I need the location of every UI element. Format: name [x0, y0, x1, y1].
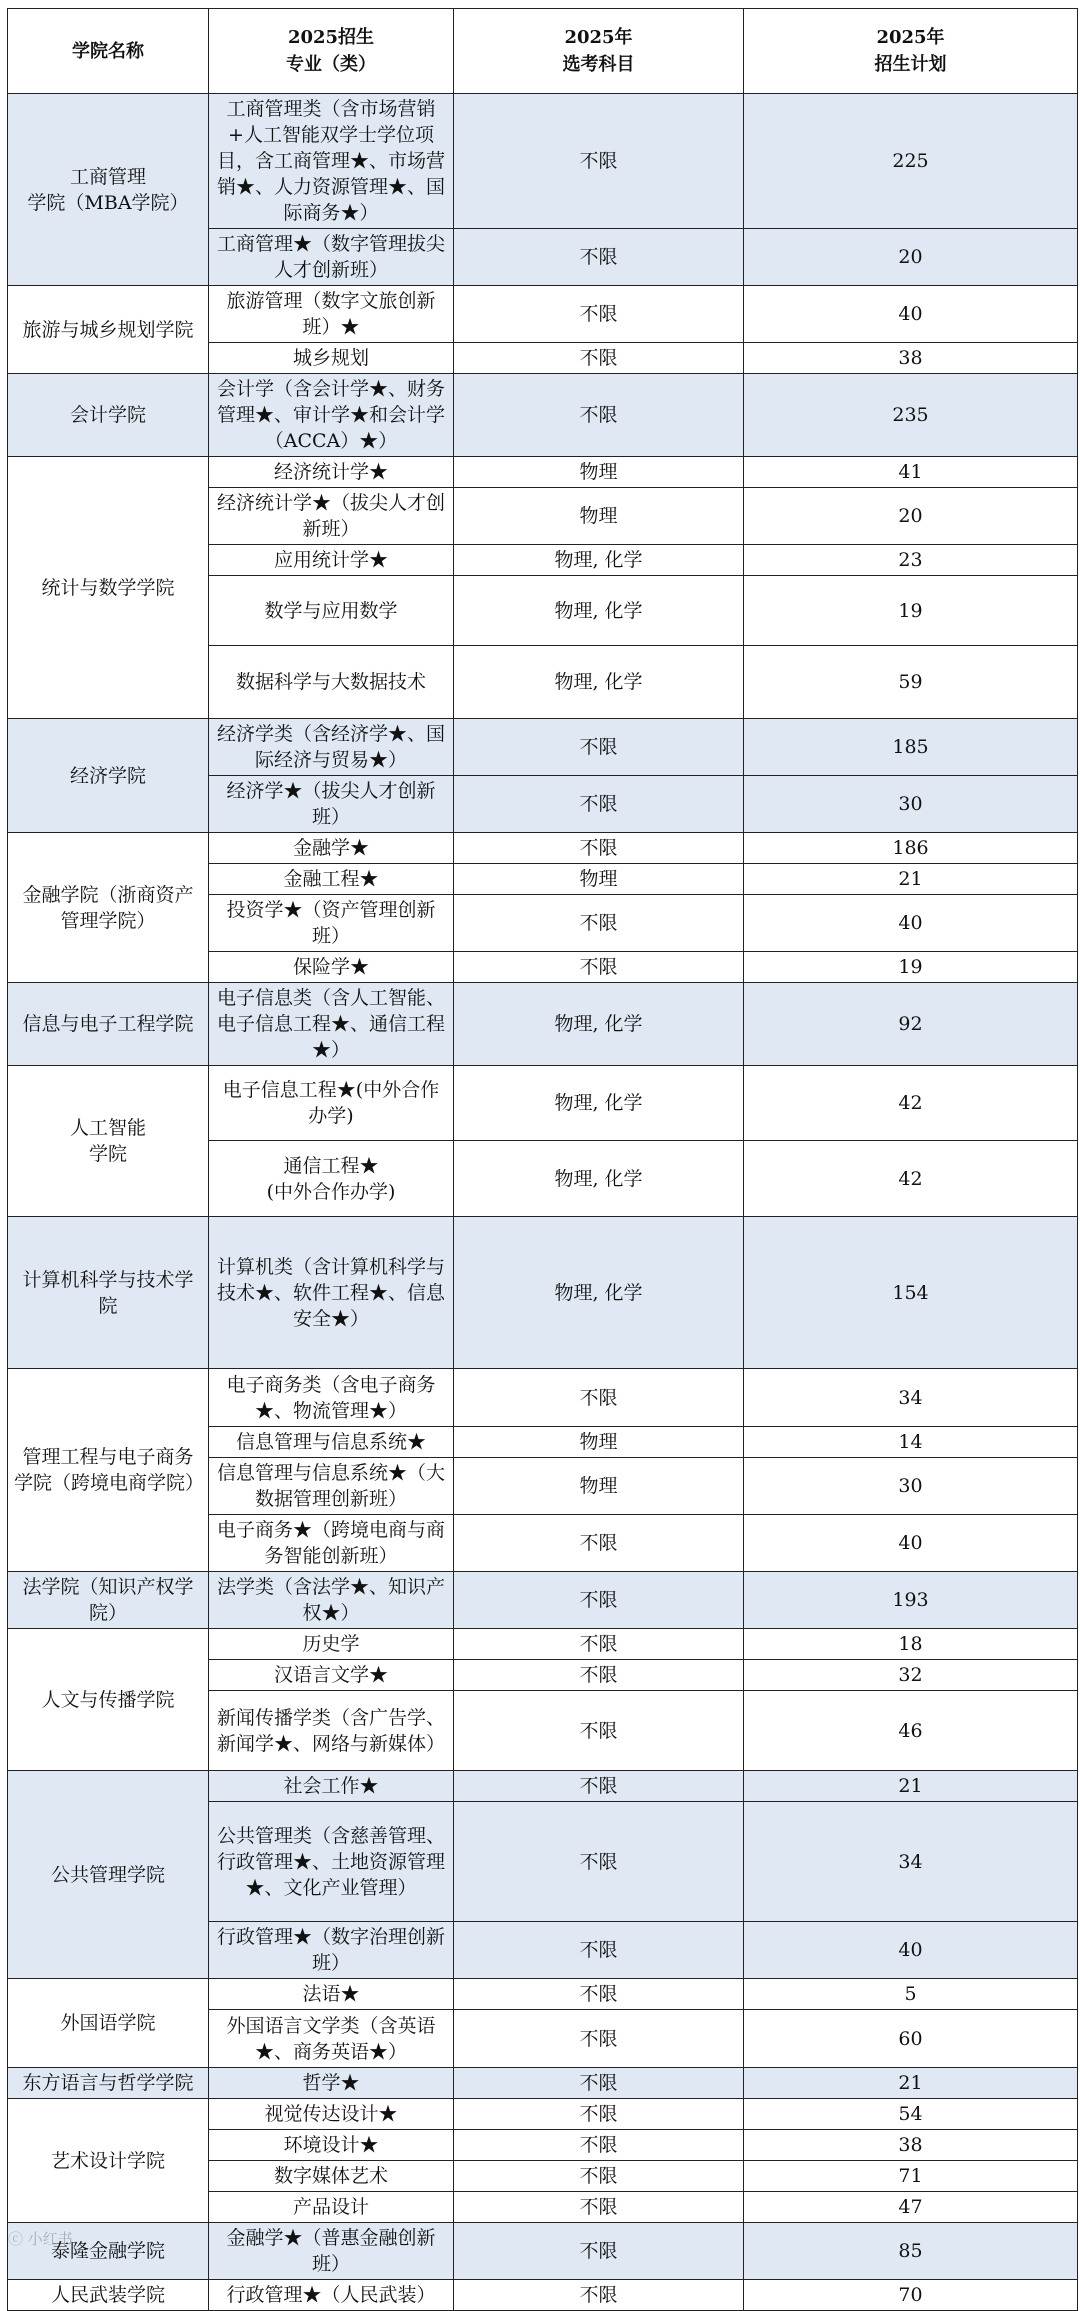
plan-cell: 19 [744, 952, 1078, 983]
subject-cell: 不限 [454, 833, 744, 864]
table-row [8, 983, 1078, 1066]
major-cell: 行政管理★（数字治理创新班） [209, 1922, 454, 1979]
major-cell: 经济学类（含经济学★、国际经济与贸易★） [209, 719, 454, 776]
college-cell: 计算机科学与技术学院 [8, 1217, 209, 1369]
subject-cell: 不限 [454, 1922, 744, 1979]
college-cell: 法学院（知识产权学院） [8, 1572, 209, 1629]
major-cell: 哲学★ [209, 2068, 454, 2099]
subject-cell: 不限 [454, 2099, 744, 2130]
plan-cell: 85 [744, 2223, 1078, 2280]
table-row [8, 1979, 1078, 2010]
plan-cell: 21 [744, 1771, 1078, 1802]
major-cell: 通信工程★ (中外合作办学) [209, 1141, 454, 1217]
table-row [8, 2068, 1078, 2099]
major-cell: 数字媒体艺术 [209, 2161, 454, 2192]
plan-cell: 42 [744, 1066, 1078, 1141]
plan-cell: 21 [744, 2068, 1078, 2099]
subject-cell: 物理, 化学 [454, 646, 744, 719]
plan-cell: 30 [744, 776, 1078, 833]
table-row [8, 1629, 1078, 1660]
major-cell: 经济统计学★ [209, 457, 454, 488]
major-cell: 电子信息工程★(中外合作办学) [209, 1066, 454, 1141]
table-header-row [8, 9, 1078, 94]
subject-cell: 不限 [454, 1629, 744, 1660]
subject-cell: 不限 [454, 374, 744, 457]
major-cell: 金融学★ [209, 833, 454, 864]
major-cell: 投资学★（资产管理创新班） [209, 895, 454, 952]
plan-cell: 40 [744, 1922, 1078, 1979]
subject-cell: 不限 [454, 776, 744, 833]
college-cell: 工商管理 学院（MBA学院） [8, 94, 209, 286]
plan-cell: 34 [744, 1802, 1078, 1922]
plan-cell: 38 [744, 2130, 1078, 2161]
college-cell: 人工智能 学院 [8, 1066, 209, 1217]
major-cell: 行政管理★（人民武装） [209, 2280, 454, 2311]
subject-cell: 不限 [454, 2161, 744, 2192]
major-cell: 金融工程★ [209, 864, 454, 895]
table-row [8, 2223, 1078, 2280]
table-row [8, 286, 1078, 343]
subject-cell: 不限 [454, 2192, 744, 2223]
major-cell: 法学类（含法学★、知识产权★） [209, 1572, 454, 1629]
subject-cell: 物理, 化学 [454, 545, 744, 576]
subject-cell: 物理, 化学 [454, 576, 744, 646]
subject-cell: 不限 [454, 229, 744, 286]
plan-cell: 40 [744, 895, 1078, 952]
college-cell: 东方语言与哲学学院 [8, 2068, 209, 2099]
table-row [8, 457, 1078, 488]
subject-cell: 不限 [454, 1369, 744, 1427]
plan-cell: 40 [744, 1515, 1078, 1572]
major-cell: 电子商务★（跨境电商与商务智能创新班） [209, 1515, 454, 1572]
major-cell: 法语★ [209, 1979, 454, 2010]
plan-cell: 20 [744, 488, 1078, 545]
plan-cell: 92 [744, 983, 1078, 1066]
major-cell: 公共管理类（含慈善管理、行政管理★、土地资源管理★、文化产业管理） [209, 1802, 454, 1922]
major-cell: 金融学★（普惠金融创新班） [209, 2223, 454, 2280]
major-cell: 汉语言文学★ [209, 1660, 454, 1691]
subject-cell: 物理, 化学 [454, 1141, 744, 1217]
subject-cell: 物理 [454, 1427, 744, 1458]
subject-cell: 不限 [454, 1691, 744, 1771]
major-cell: 环境设计★ [209, 2130, 454, 2161]
header-college: 学院名称 [8, 9, 209, 94]
subject-cell: 不限 [454, 1771, 744, 1802]
subject-cell: 不限 [454, 2130, 744, 2161]
plan-cell: 59 [744, 646, 1078, 719]
table-row [8, 2280, 1078, 2311]
plan-cell: 54 [744, 2099, 1078, 2130]
table-row [8, 1369, 1078, 1427]
subject-cell: 不限 [454, 2223, 744, 2280]
subject-cell: 物理, 化学 [454, 1217, 744, 1369]
subject-cell: 不限 [454, 2010, 744, 2068]
subject-cell: 不限 [454, 895, 744, 952]
major-cell: 旅游管理（数字文旅创新班）★ [209, 286, 454, 343]
table-row [8, 374, 1078, 457]
header-major: 2025招生 专业（类） [209, 9, 454, 94]
major-cell: 电子商务类（含电子商务★、物流管理★） [209, 1369, 454, 1427]
subject-cell: 物理 [454, 1458, 744, 1515]
plan-cell: 30 [744, 1458, 1078, 1515]
college-cell: 艺术设计学院 [8, 2099, 209, 2223]
table-row [8, 2099, 1078, 2130]
header-subjects: 2025年 选考科目 [454, 9, 744, 94]
plan-cell: 193 [744, 1572, 1078, 1629]
subject-cell: 不限 [454, 2280, 744, 2311]
plan-cell: 60 [744, 2010, 1078, 2068]
plan-cell: 38 [744, 343, 1078, 374]
major-cell: 经济学★（拔尖人才创新班） [209, 776, 454, 833]
plan-cell: 42 [744, 1141, 1078, 1217]
subject-cell: 不限 [454, 1515, 744, 1572]
plan-cell: 186 [744, 833, 1078, 864]
major-cell: 视觉传达设计★ [209, 2099, 454, 2130]
plan-cell: 41 [744, 457, 1078, 488]
subject-cell: 不限 [454, 1802, 744, 1922]
plan-cell: 185 [744, 719, 1078, 776]
plan-cell: 225 [744, 94, 1078, 229]
plan-cell: 47 [744, 2192, 1078, 2223]
major-cell: 产品设计 [209, 2192, 454, 2223]
table-body [8, 94, 1078, 2311]
plan-cell: 32 [744, 1660, 1078, 1691]
major-cell: 计算机类（含计算机科学与技术★、软件工程★、信息安全★） [209, 1217, 454, 1369]
college-cell: 会计学院 [8, 374, 209, 457]
plan-cell: 5 [744, 1979, 1078, 2010]
college-cell: 统计与数学学院 [8, 457, 209, 719]
subject-cell: 不限 [454, 286, 744, 343]
major-cell: 城乡规划 [209, 343, 454, 374]
watermark: ⓒ 小红书 [8, 2230, 73, 2248]
subject-cell: 不限 [454, 719, 744, 776]
college-cell: 公共管理学院 [8, 1771, 209, 1979]
major-cell: 信息管理与信息系统★（大数据管理创新班） [209, 1458, 454, 1515]
major-cell: 社会工作★ [209, 1771, 454, 1802]
subject-cell: 物理 [454, 488, 744, 545]
college-cell: 经济学院 [8, 719, 209, 833]
college-cell: 泰隆金融学院 [8, 2223, 209, 2280]
table-row [8, 1572, 1078, 1629]
plan-cell: 20 [744, 229, 1078, 286]
major-cell: 电子信息类（含人工智能、电子信息工程★、通信工程★） [209, 983, 454, 1066]
subject-cell: 不限 [454, 2068, 744, 2099]
major-cell: 保险学★ [209, 952, 454, 983]
college-cell: 信息与电子工程学院 [8, 983, 209, 1066]
table-row [8, 1066, 1078, 1141]
table-row [8, 719, 1078, 776]
major-cell: 信息管理与信息系统★ [209, 1427, 454, 1458]
subject-cell: 物理 [454, 457, 744, 488]
subject-cell: 物理, 化学 [454, 983, 744, 1066]
major-cell: 历史学 [209, 1629, 454, 1660]
major-cell: 工商管理★（数字管理拔尖人才创新班） [209, 229, 454, 286]
plan-cell: 21 [744, 864, 1078, 895]
plan-cell: 18 [744, 1629, 1078, 1660]
college-cell: 人文与传播学院 [8, 1629, 209, 1771]
plan-cell: 46 [744, 1691, 1078, 1771]
major-cell: 数学与应用数学 [209, 576, 454, 646]
plan-cell: 71 [744, 2161, 1078, 2192]
header-plan: 2025年 招生计划 [744, 9, 1078, 94]
major-cell: 数据科学与大数据技术 [209, 646, 454, 719]
plan-cell: 154 [744, 1217, 1078, 1369]
plan-cell: 14 [744, 1427, 1078, 1458]
major-cell: 会计学（含会计学★、财务管理★、审计学★和会计学（ACCA）★） [209, 374, 454, 457]
college-cell: 管理工程与电子商务学院（跨境电商学院） [8, 1369, 209, 1572]
major-cell: 外国语言文学类（含英语★、商务英语★） [209, 2010, 454, 2068]
subject-cell: 物理, 化学 [454, 1066, 744, 1141]
major-cell: 工商管理类（含市场营销+人工智能双学士学位项目，含工商管理★、市场营销★、人力资源管理★、国际商务★） [209, 94, 454, 229]
subject-cell: 不限 [454, 1660, 744, 1691]
major-cell: 经济统计学★（拔尖人才创新班） [209, 488, 454, 545]
college-cell: 人民武装学院 [8, 2280, 209, 2311]
college-cell: 旅游与城乡规划学院 [8, 286, 209, 374]
major-cell: 应用统计学★ [209, 545, 454, 576]
plan-cell: 34 [744, 1369, 1078, 1427]
subject-cell: 不限 [454, 343, 744, 374]
major-cell: 新闻传播学类（含广告学、新闻学★、网络与新媒体） [209, 1691, 454, 1771]
college-cell: 金融学院（浙商资产管理学院） [8, 833, 209, 983]
table-row [8, 1771, 1078, 1802]
table-row [8, 833, 1078, 864]
plan-cell: 19 [744, 576, 1078, 646]
subject-cell: 不限 [454, 1572, 744, 1629]
admission-plan-table [7, 8, 1078, 2311]
college-cell: 外国语学院 [8, 1979, 209, 2068]
plan-cell: 235 [744, 374, 1078, 457]
plan-cell: 40 [744, 286, 1078, 343]
plan-cell: 70 [744, 2280, 1078, 2311]
subject-cell: 物理 [454, 864, 744, 895]
table-row [8, 1217, 1078, 1369]
plan-cell: 23 [744, 545, 1078, 576]
subject-cell: 不限 [454, 94, 744, 229]
subject-cell: 不限 [454, 952, 744, 983]
subject-cell: 不限 [454, 1979, 744, 2010]
table-row [8, 94, 1078, 229]
